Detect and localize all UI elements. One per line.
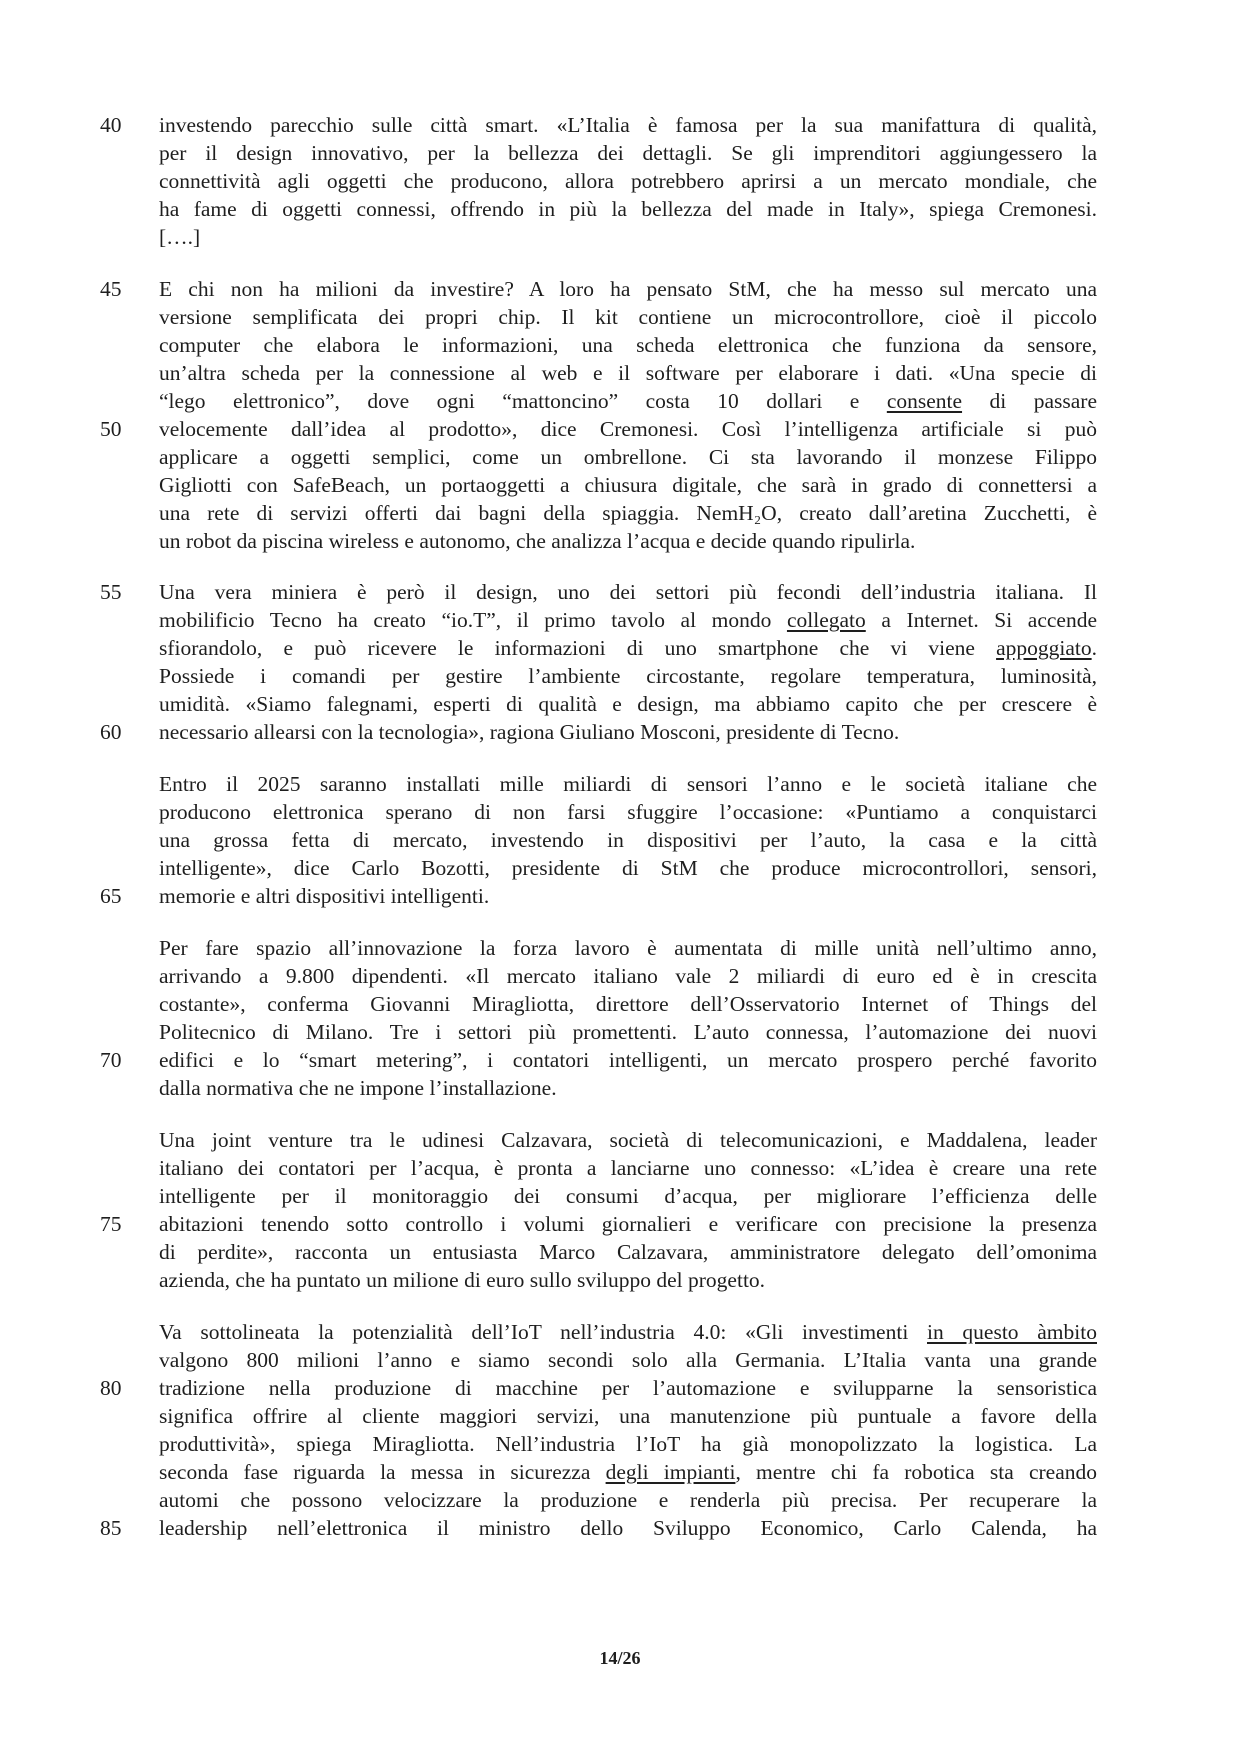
margin-line-number: 75	[100, 1212, 122, 1236]
text-line: Politecnico di Milano. Tre i settori più promettenti. L’auto connessa, l’automazione dei nuovi	[159, 1020, 1097, 1044]
text-segment: “lego elettronico”, dove ogni “mattoncino” costa 10 dollari e	[159, 389, 887, 413]
text-line: un robot da piscina wireless e autonomo, che analizza l’acqua e decide quando ripulirla.	[159, 529, 916, 553]
text-line	[159, 387, 1097, 416]
margin-line-number: 60	[100, 720, 122, 744]
underlined-phrase: consente	[886, 389, 963, 413]
text-line: intelligente», dice Carlo Bozotti, presidente di StM che produce microcontrollori, sensori,	[159, 856, 1097, 880]
text-line	[159, 1318, 1097, 1347]
margin-line-number: 65	[100, 884, 122, 908]
text-line: edifici e lo “smart metering”, i contatori intelligenti, un mercato prospero perché favorito	[159, 1048, 1097, 1072]
text-segment: , mentre chi fa robotica sta creando	[735, 1460, 1097, 1484]
page-number: 14/26	[599, 1648, 641, 1668]
text-line: umidità. «Siamo falegnami, esperti di qualità e design, ma abbiamo capito che per crescere è	[159, 692, 1097, 716]
margin-line-number: 45	[100, 277, 122, 301]
text-line: tradizione nella produzione di macchine per l’automazione e svilupparne la sensoristica	[159, 1376, 1097, 1400]
text-line: per il design innovativo, per la bellezza dei dettagli. Se gli imprenditori aggiungessero la	[159, 141, 1097, 165]
text-line: valgono 800 milioni l’anno e siamo secondi solo alla Germania. L’Italia vanta una grande	[159, 1348, 1097, 1372]
text-line: una grossa fetta di mercato, investendo in dispositivi per l’auto, la casa e la città	[159, 828, 1097, 852]
margin-line-number: 40	[100, 113, 122, 137]
text-line: una rete di servizi offerti dai bagni della spiaggia. NemH₂O, creato dall’aretina Zucchetti, è	[159, 501, 1097, 525]
underlined-phrase: collegato	[786, 608, 866, 632]
underlined-phrase: in questo àmbito	[927, 1320, 1097, 1344]
text-line: Gigliotti con SafeBeach, un portaoggetti a chiusura digitale, che sarà in grado di connettersi a	[159, 473, 1097, 497]
text-line: azienda, che ha puntato un milione di euro sullo sviluppo del progetto.	[159, 1268, 766, 1292]
underlined-phrase: degli impianti	[605, 1460, 736, 1484]
text-line: intelligente per il monitoraggio dei consumi d’acqua, per migliorare l’efficienza delle	[159, 1184, 1097, 1208]
text-segment: .	[1091, 636, 1097, 660]
text-line	[159, 606, 1097, 635]
text-line: E chi non ha milioni da investire? A loro ha pensato StM, che ha messo sul mercato una	[159, 277, 1097, 301]
text-line: abitazioni tenendo sotto controllo i volumi giornalieri e verificare con precisione la presenza	[159, 1212, 1097, 1236]
text-line: costante», conferma Giovanni Miragliotta, direttore dell’Osservatorio Internet of Things del	[159, 992, 1097, 1016]
text-line: Una vera miniera è però il design, uno dei settori più fecondi dell’industria italiana. Il	[159, 580, 1097, 604]
text-line: Per fare spazio all’innovazione la forza lavoro è aumentata di mille unità nell’ultimo anno,	[159, 936, 1097, 960]
text-line	[159, 1458, 1097, 1487]
text-line: connettività agli oggetti che producono, allora potrebbero aprirsi a un mercato mondiale, che	[159, 169, 1097, 193]
text-line: Entro il 2025 saranno installati mille miliardi di sensori l’anno e le società italiane che	[159, 772, 1097, 796]
text-segment: seconda fase riguarda la messa in sicurezza	[159, 1460, 606, 1484]
text-line: un’altra scheda per la connessione al web e il software per elaborare i dati. «Una specie di	[159, 361, 1097, 385]
text-line: significa offrire al cliente maggiori servizi, una manutenzione più puntuale a favore della	[159, 1404, 1097, 1428]
margin-line-number: 50	[100, 417, 122, 441]
margin-line-number: 80	[100, 1376, 122, 1400]
text-line: di perdite», racconta un entusiasta Marco Calzavara, amministratore delegato dell’omonima	[159, 1240, 1097, 1264]
text-line: leadership nell’elettronica il ministro dello Sviluppo Economico, Carlo Calenda, ha	[159, 1516, 1097, 1540]
text-segment: mobilificio Tecno ha creato “io.T”, il primo tavolo al mondo	[159, 608, 787, 632]
text-segment: di passare	[962, 389, 1097, 413]
text-line: produttività», spiega Miragliotta. Nell’industria l’IoT ha già monopolizzato la logistica. La	[159, 1432, 1097, 1456]
text-line: velocemente dall’idea al prodotto», dice Cremonesi. Così l’intelligenza artificiale si può	[159, 417, 1097, 441]
margin-line-number: 85	[100, 1516, 122, 1540]
text-line: versione semplificata dei propri chip. Il kit contiene un microcontrollore, cioè il piccolo	[159, 305, 1097, 329]
text-line: [….]	[159, 225, 201, 249]
text-line: dalla normativa che ne impone l’installazione.	[159, 1076, 557, 1100]
text-line: necessario allearsi con la tecnologia», ragiona Giuliano Mosconi, presidente di Tecno.	[159, 720, 900, 744]
margin-line-number: 70	[100, 1048, 122, 1072]
text-line: Una joint venture tra le udinesi Calzavara, società di telecomunicazioni, e Maddalena, leader	[159, 1128, 1097, 1152]
text-line: italiano dei contatori per l’acqua, è pronta a lanciarne uno connesso: «L’idea è creare una rete	[159, 1156, 1097, 1180]
text-line: automi che possono velocizzare la produzione e renderla più precisa. Per recuperare la	[159, 1488, 1097, 1512]
text-line: producono elettronica sperano di non farsi sfuggire l’occasione: «Puntiamo a conquistarci	[159, 800, 1097, 824]
text-line	[159, 634, 1097, 663]
text-segment: sfiorandolo, e può ricevere le informazioni di uno smartphone che vi viene	[159, 636, 997, 660]
text-segment: Va sottolineata la potenzialità dell’IoT nell’industria 4.0: «Gli investimenti	[159, 1320, 927, 1344]
text-line: investendo parecchio sulle città smart. «L’Italia è famosa per la sua manifattura di qualità,	[159, 113, 1097, 137]
text-line: arrivando a 9.800 dipendenti. «Il mercato italiano vale 2 miliardi di euro ed è in crescita	[159, 964, 1097, 988]
text-line: computer che elabora le informazioni, una scheda elettronica che funziona da sensore,	[159, 333, 1097, 357]
text-line: memorie e altri dispositivi intelligenti.	[159, 884, 490, 908]
underlined-phrase: appoggiato	[996, 636, 1092, 660]
text-line: ha fame di oggetti connessi, offrendo in più la bellezza del made in Italy», spiega Cremonesi.	[159, 197, 1097, 221]
text-line: Possiede i comandi per gestire l’ambiente circostante, regolare temperatura, luminosità,	[159, 664, 1097, 688]
margin-line-number: 55	[100, 580, 122, 604]
text-segment: a Internet. Si accende	[865, 608, 1097, 632]
text-line: applicare a oggetti semplici, come un ombrellone. Ci sta lavorando il monzese Filippo	[159, 445, 1097, 469]
